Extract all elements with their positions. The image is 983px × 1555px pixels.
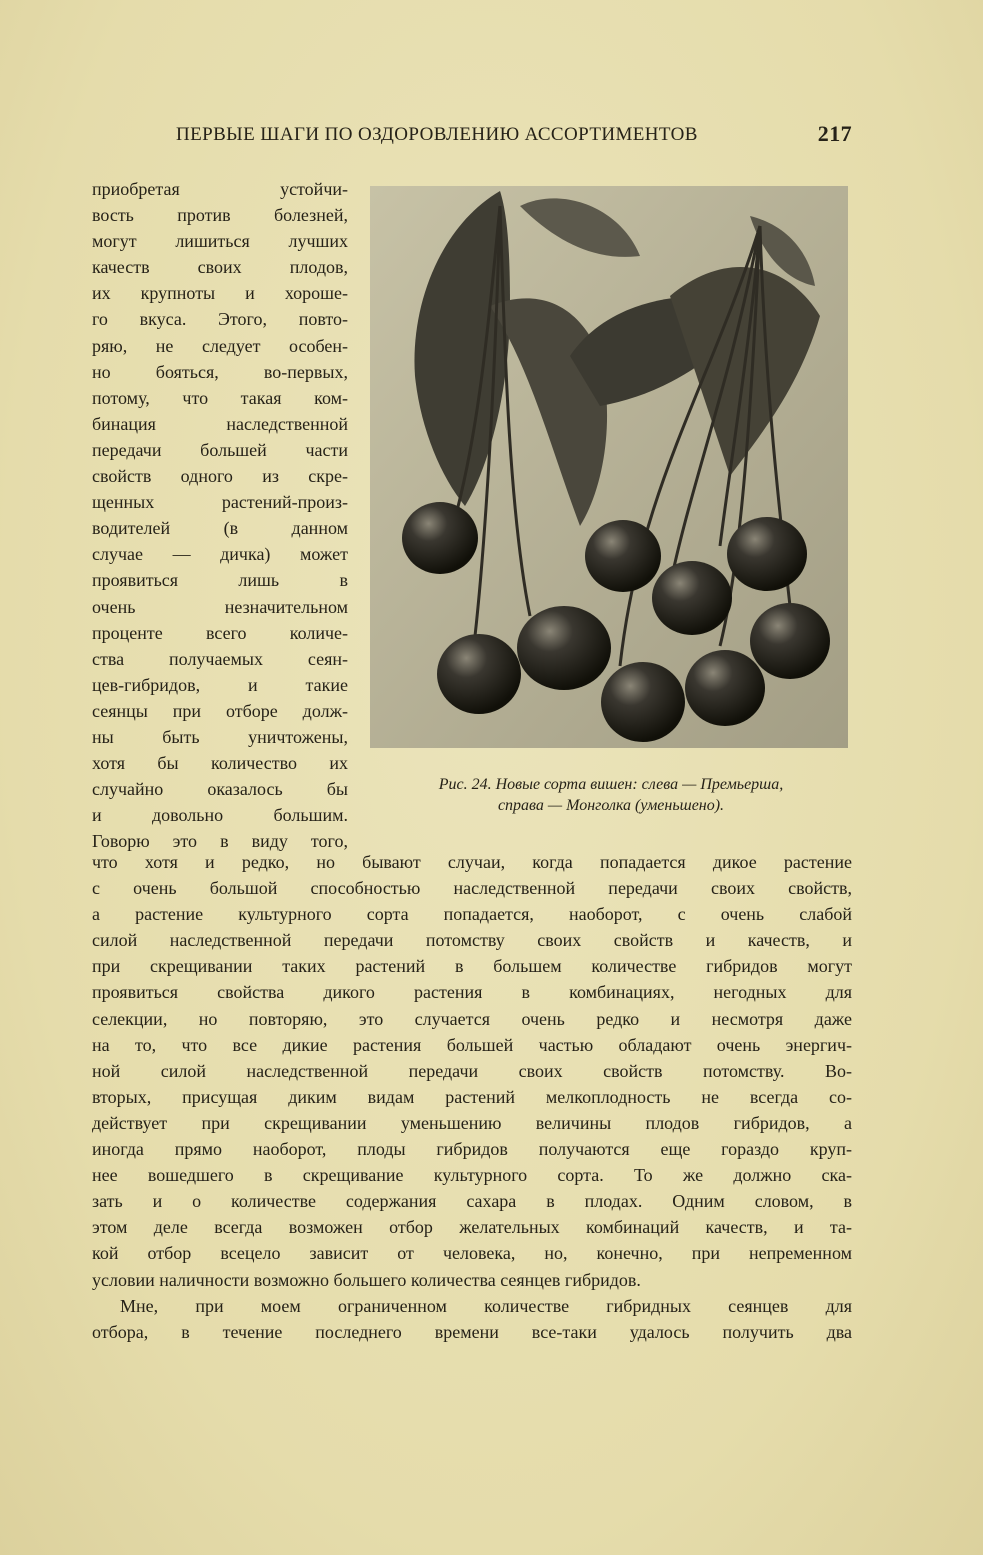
text-line: нее вошедшего в скрещивание культурного сорта. То же должно ска- xyxy=(92,1165,852,1186)
text-line: а растение культурного сорта попадается, наоборот, с очень слабой xyxy=(92,904,852,925)
text-line: очень незначительном xyxy=(92,596,348,617)
text-line: потому, что такая ком- xyxy=(92,387,348,408)
text-line: Говорю это в виду того, xyxy=(92,831,348,852)
text-line: условии наличности возможно большего количества сеянцев гибридов. xyxy=(92,1269,641,1290)
cherry xyxy=(517,606,611,690)
text-line: ства получаемых сеян- xyxy=(92,648,348,669)
text-line: проценте всего количе- xyxy=(92,622,348,643)
text-line: зать и о количестве содержания сахара в плодах. Одним словом, в xyxy=(92,1191,852,1212)
text-line: при скрещивании таких растений в большем количестве гибридов могут xyxy=(92,956,852,977)
text-line: этом деле всегда возможен отбор желательных комбинаций качеств, и та- xyxy=(92,1217,852,1238)
running-title: ПЕРВЫЕ ШАГИ ПО ОЗДОРОВЛЕНИЮ АССОРТИМЕНТОВ xyxy=(176,124,698,145)
cherry xyxy=(750,603,830,679)
text-line: цев-гибридов, и такие xyxy=(92,674,348,695)
text-line: но бояться, во-первых, xyxy=(92,361,348,382)
text-line: их крупноты и хороше- xyxy=(92,283,348,304)
figure-caption xyxy=(372,774,850,816)
text-line: селекции, но повторяю, это случается очень редко и несмотря даже xyxy=(92,1008,852,1029)
text-line: передачи большей части xyxy=(92,439,348,460)
text-line: водителей (в данном xyxy=(92,518,348,539)
cherries-illustration xyxy=(370,186,848,748)
cherry xyxy=(437,634,521,714)
text-line: кой отбор всецело зависит от человека, но, конечно, при непременном xyxy=(92,1243,852,1264)
text-line: случайно оказалось бы xyxy=(92,779,348,800)
full-width-text xyxy=(92,849,852,1345)
cherry xyxy=(585,520,661,592)
caption-line-2: справа — Монголка (уменьшено). xyxy=(497,797,725,814)
text-line: случае — дичка) может xyxy=(92,544,348,565)
cherry xyxy=(685,650,765,726)
text-line: могут лишиться лучших xyxy=(92,231,348,252)
text-line: хотя бы количество их xyxy=(92,753,348,774)
text-line: бинация наследственной xyxy=(92,413,348,434)
text-line: го вкуса. Этого, повто- xyxy=(92,309,348,330)
text-line: ряю, не следует особен- xyxy=(92,335,348,356)
text-line: свойств одного из скре- xyxy=(92,466,348,487)
text-line: силой наследственной передачи потомству своих свойств и качеств, и xyxy=(92,930,852,951)
cherry xyxy=(402,502,478,574)
left-column-text xyxy=(92,176,348,854)
text-line: на то, что все дикие растения большей частью обладают очень энергич- xyxy=(92,1034,852,1055)
caption-line-1: Рис. 24. Новые сорта вишен: слева — Премьерша, xyxy=(438,776,784,793)
text-line: сеянцы при отборе долж- xyxy=(92,700,348,721)
text-line: ной силой наследственной передачи своих свойств потомству. Во- xyxy=(92,1060,852,1081)
text-line: и довольно большим. xyxy=(92,805,348,826)
text-line: Мне, при моем ограниченном количестве гибридных сеянцев для xyxy=(120,1295,852,1316)
text-line: вторых, присущая диким видам растений мелкоплодность не всегда со- xyxy=(92,1086,852,1107)
cherry xyxy=(727,517,807,591)
running-header xyxy=(92,121,852,154)
text-line: действует при скрещивании уменьшению величины плодов гибридов, а xyxy=(92,1112,852,1133)
cherry xyxy=(652,561,732,635)
text-line: отбора, в течение последнего времени все-таки удалось получить два xyxy=(92,1321,852,1342)
text-line: что хотя и редко, но бывают случаи, когда попадается дикое растение xyxy=(92,852,852,872)
text-line: проявиться свойства дикого растения в комбинациях, негодных для xyxy=(92,982,852,1003)
text-line: ны быть уничтожены, xyxy=(92,726,348,747)
text-line: иногда прямо наоборот, плоды гибридов получаются еще гораздо круп- xyxy=(92,1139,852,1160)
text-line: приобретая устойчи- xyxy=(92,179,348,199)
cherry-photograph xyxy=(370,186,848,748)
text-line: вость против болезней, xyxy=(92,205,348,226)
text-line: проявиться лишь в xyxy=(92,570,348,591)
text-line: качеств своих плодов, xyxy=(92,257,348,278)
page-number: 217 xyxy=(817,121,852,146)
text-line: щенных растений-произ- xyxy=(92,492,348,513)
cherry xyxy=(601,662,685,742)
text-line: с очень большой способностью наследственной передачи своих свойств, xyxy=(92,878,852,899)
